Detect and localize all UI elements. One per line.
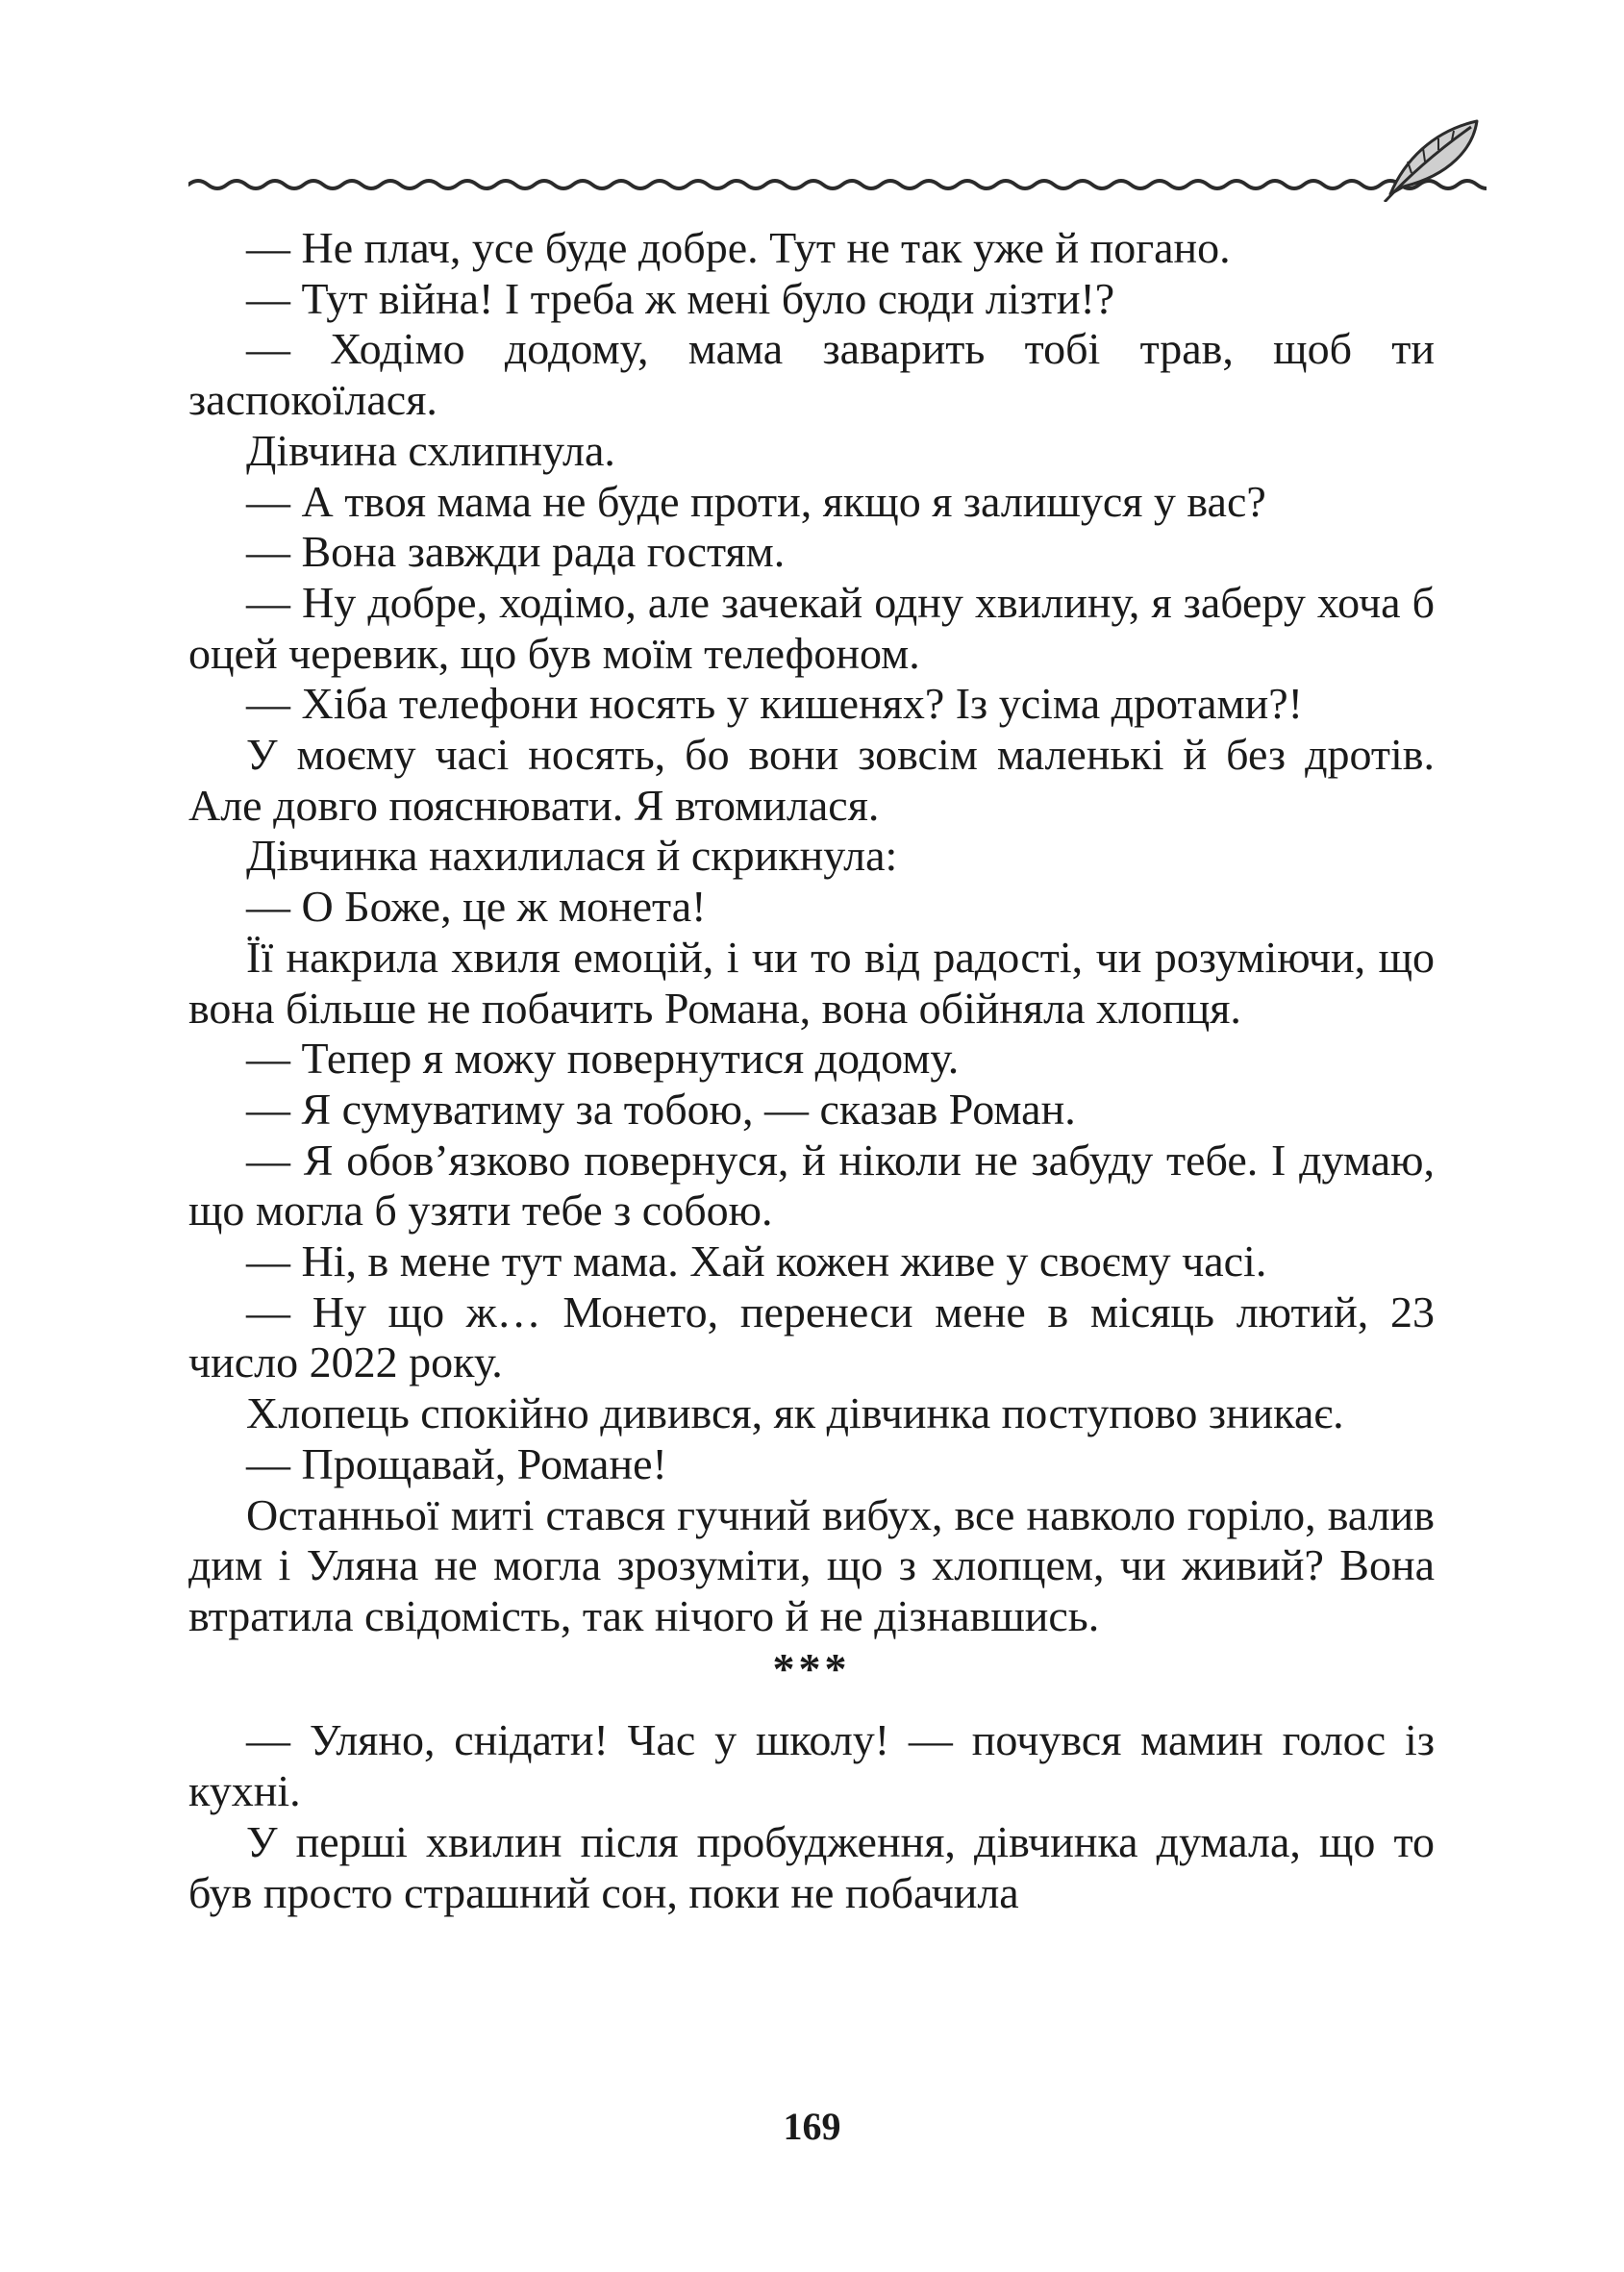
paragraph: — О Боже, це ж монета!	[246, 882, 707, 932]
paragraph: У перші хвилин після пробудження, дівчинка думала, що то був просто страшний сон, поки не побачила	[188, 1816, 1435, 1917]
paragraph: — Я обов’язково повернуся, й ніколи не забуду тебе. І думаю, що могла б узяти тебе з собою.	[188, 1135, 1435, 1236]
paragraph: У моєму часі носять, бо вони зовсім маленькі й без дротів. Але довго пояснювати. Я втомилася.	[188, 730, 1435, 830]
page-number: 169	[783, 2105, 841, 2148]
paragraph: — Не плач, усе буде добре. Тут не так уже й погано.	[246, 223, 1231, 272]
paragraph: Дівчинка нахилилася й скрикнула:	[246, 831, 898, 881]
paragraph: — Тепер я можу повернутися додому.	[246, 1034, 960, 1084]
paragraph: Останньої миті стався гучний вибух, все навколо горіло, валив дим і Уляна не могла зрозуміти, що з хлопцем, чи живий? Вона втратила свідомість, так нічого й не дізнавшись.	[188, 1489, 1435, 1640]
wavy-line-ornament	[188, 181, 1487, 188]
feather-icon	[1385, 121, 1477, 202]
text-block	[188, 223, 1435, 1918]
paragraph: Її накрила хвиля емоцій, і чи то від радості, чи розуміючи, що вона більше не побачить Романа, вона обійняла хлопця.	[188, 932, 1435, 1033]
paragraph: — Хіба телефони носять у кишенях? Із усіма дротами?!	[246, 679, 1303, 729]
paragraph: — Тут війна! І треба ж мені було сюди лізти!?	[246, 273, 1115, 323]
paragraph: — А твоя мама не буде проти, якщо я залишуся у вас?	[246, 476, 1266, 526]
paragraph: Хлопець спокійно дивився, як дівчинка поступово зникає.	[246, 1388, 1344, 1438]
paragraph: — Ну добре, ходімо, але зачекай одну хвилину, я заберу хоча б оцей черевик, що був моїм телефоном.	[188, 577, 1435, 678]
paragraph: — Ні, в мене тут мама. Хай кожен живе у своєму часі.	[246, 1236, 1267, 1286]
header-ornament	[188, 115, 1487, 202]
paragraph: Дівчина схлипнула.	[246, 425, 615, 475]
paragraph: — Прощавай, Романе!	[246, 1438, 667, 1488]
paragraph: — Ходімо додому, мама заварить тобі трав, щоб ти заспокоїлася.	[188, 324, 1435, 425]
paragraph: — Ну що ж… Монето, перенеси мене в місяць лютий, 23 число 2022 року.	[188, 1286, 1435, 1387]
paragraph: — Уляно, снідати! Час у школу! — почувся мамин голос із кухні.	[188, 1715, 1435, 1816]
paragraph: — Вона завжди рада гостям.	[246, 527, 786, 577]
section-separator: ***	[772, 1643, 851, 1693]
paragraph: — Я сумуватиму за тобою, — сказав Роман.	[246, 1084, 1076, 1134]
